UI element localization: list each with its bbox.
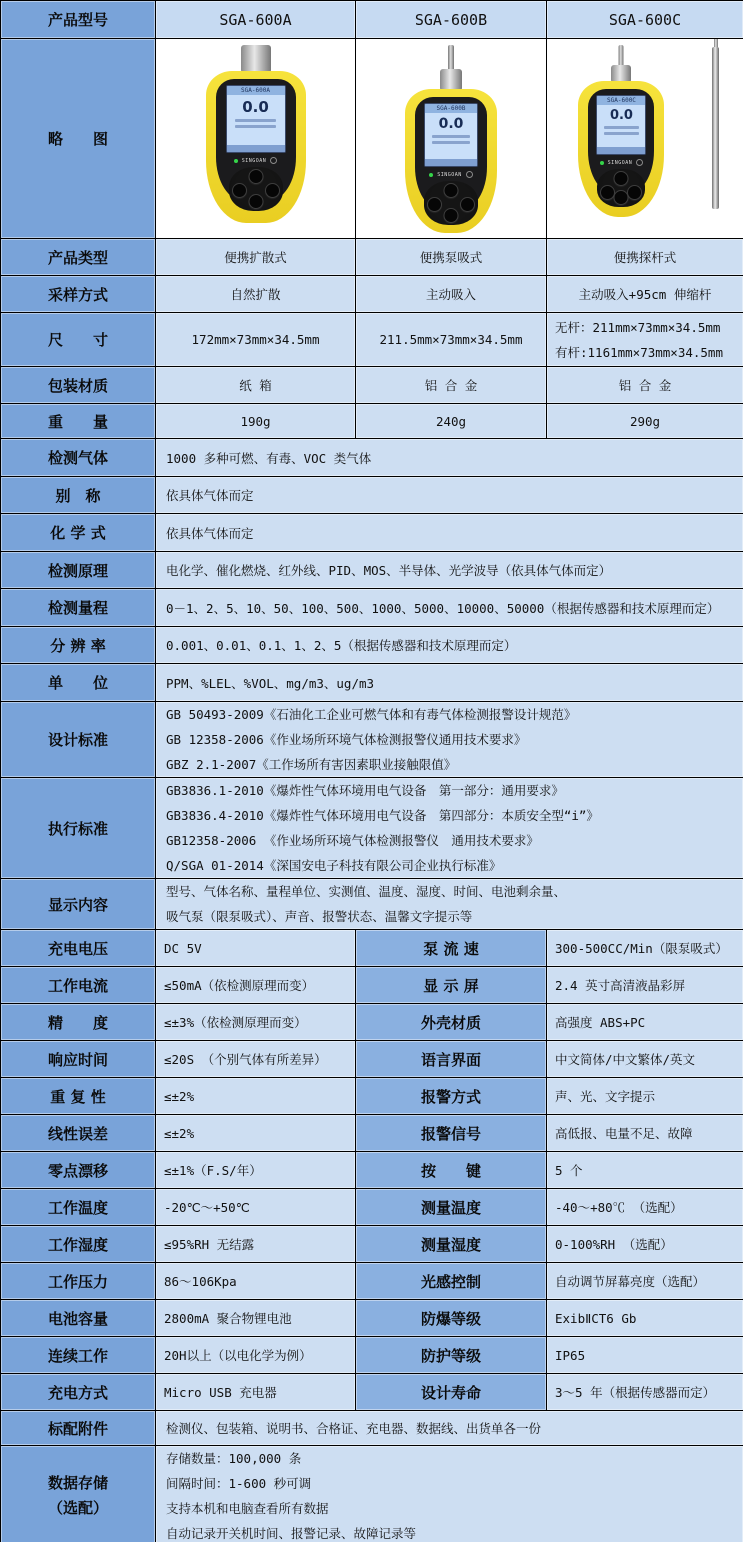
- spec-label: 精 度: [1, 1004, 156, 1041]
- device-body: [578, 81, 664, 217]
- spec-label: 标配附件: [1, 1411, 156, 1446]
- screen-reading: 0.0: [242, 98, 269, 116]
- spec-label: 尺 寸: [1, 313, 156, 367]
- spec-value: 铝 合 金: [356, 367, 547, 404]
- spec-value: DC 5V: [156, 930, 356, 967]
- spec-label: 显 示 屏: [356, 967, 547, 1004]
- spec-label: 化 学 式: [1, 514, 156, 552]
- spec-value: 高低报、电量不足、故障: [547, 1115, 743, 1152]
- spec-value: PPM、%LEL、%VOL、mg/m3、ug/m3: [156, 664, 743, 702]
- spec-value: ≤95%RH 无结露: [156, 1226, 356, 1263]
- table-row: [1, 514, 743, 552]
- spec-value: 主动吸入: [356, 276, 547, 313]
- spec-label: 设计寿命: [356, 1374, 547, 1411]
- table-row: [1, 967, 743, 1004]
- spec-value: 2.4 英寸高清液晶彩屏: [547, 967, 743, 1004]
- spec-label: 充电方式: [1, 1374, 156, 1411]
- spec-value: 便携扩散式: [156, 239, 356, 276]
- spec-value: Micro USB 充电器: [156, 1374, 356, 1411]
- spec-label: 采样方式: [1, 276, 156, 313]
- table-row: [1, 1152, 743, 1189]
- sketch-cell-c: [547, 39, 743, 239]
- header-label: 产品型号: [1, 1, 156, 39]
- spec-label: 显示内容: [1, 879, 156, 930]
- sensor-cap-icon: [241, 45, 271, 73]
- screen-model-text: SGA-600B: [425, 104, 477, 113]
- spec-value: 2800mA 聚合物锂电池: [156, 1300, 356, 1337]
- sketch-label: 略 图: [1, 39, 156, 239]
- button-cluster: [229, 167, 283, 211]
- spec-label: 单 位: [1, 664, 156, 702]
- spec-value: 依具体气体而定: [156, 477, 743, 514]
- spec-value: 铝 合 金: [547, 367, 743, 404]
- model-cell-a: SGA-600A: [156, 1, 356, 39]
- table-row: [1, 477, 743, 514]
- brand-text: SINGOAN: [241, 157, 267, 164]
- spec-value: 声、光、文字提示: [547, 1078, 743, 1115]
- power-led: [600, 161, 604, 165]
- spec-value: ≤±2%: [156, 1078, 356, 1115]
- table-row: [1, 1263, 743, 1300]
- spec-label: 数据存储 （选配）: [1, 1446, 156, 1542]
- power-icon: [270, 157, 277, 164]
- power-led: [429, 173, 433, 177]
- spec-label: 防爆等级: [356, 1300, 547, 1337]
- spec-value: 0-100%RH （选配）: [547, 1226, 743, 1263]
- spec-label: 线性误差: [1, 1115, 156, 1152]
- power-led: [234, 159, 238, 163]
- spec-label: 报警信号: [356, 1115, 547, 1152]
- table-row: [1, 276, 743, 313]
- spec-label: 语言界面: [356, 1041, 547, 1078]
- spec-label: 响应时间: [1, 1041, 156, 1078]
- device-screen: [596, 95, 646, 155]
- spec-value: 190g: [156, 404, 356, 439]
- spec-value: IP65: [547, 1337, 743, 1374]
- table-row: [1, 879, 743, 930]
- spec-label: 执行标准: [1, 778, 156, 879]
- spec-label: 泵 流 速: [356, 930, 547, 967]
- spec-label: 分 辨 率: [1, 627, 156, 664]
- device-c-photo: [578, 45, 664, 231]
- spec-value: 3～5 年（根据传感器而定）: [547, 1374, 743, 1411]
- pump-probe-icon: [448, 45, 454, 71]
- spec-label: 检测原理: [1, 552, 156, 589]
- table-row: [1, 367, 743, 404]
- spec-label: 外壳材质: [356, 1004, 547, 1041]
- spec-label: 充电电压: [1, 930, 156, 967]
- spec-value: 高强度 ABS+PC: [547, 1004, 743, 1041]
- pump-probe-icon: [619, 45, 624, 67]
- button-cluster: [424, 181, 478, 225]
- telescopic-rod-icon: [712, 47, 719, 209]
- sketch-cell-a: [156, 39, 356, 239]
- button-cluster: [597, 169, 645, 207]
- spec-label: 检测量程: [1, 589, 156, 627]
- device-body: [206, 71, 306, 223]
- spec-label: 报警方式: [356, 1078, 547, 1115]
- table-row: [1, 1115, 743, 1152]
- spec-label: 检测气体: [1, 439, 156, 477]
- sketch-cell-b: [356, 39, 547, 239]
- table-row: [1, 1337, 743, 1374]
- spec-value: 电化学、催化燃烧、红外线、PID、MOS、半导体、光学波导（依具体气体而定）: [156, 552, 743, 589]
- table-row: [1, 778, 743, 879]
- table-row: [1, 702, 743, 778]
- spec-label: 按 键: [356, 1152, 547, 1189]
- spec-value: 211.5mm×73mm×34.5mm: [356, 313, 547, 367]
- spec-value: 型号、气体名称、量程单位、实测值、温度、湿度、时间、电池剩余量、 吸气泵（限泵吸式）、声音、报警状态、温馨文字提示等: [156, 879, 743, 930]
- spec-value: GB 50493-2009《石油化工企业可燃气体和有毒气体检测报警设计规范》 GB 12358-2006《作业场所环境气体检测报警仪通用技术要求》 GBZ 2.1-2007《工作场所有害因素职业接触限值》: [156, 702, 743, 778]
- model-cell-b: SGA-600B: [356, 1, 547, 39]
- spec-value: ≤20S （个别气体有所差异）: [156, 1041, 356, 1078]
- spec-value: 存储数量：100,000 条 间隔时间：1-600 秒可调 支持本机和电脑查看所有数据 自动记录开关机时间、报警记录、故障记录等: [156, 1446, 743, 1542]
- power-icon: [466, 171, 473, 178]
- table-row: [1, 1078, 743, 1115]
- screen-statusbar: [597, 147, 645, 154]
- spec-label: 工作电流: [1, 967, 156, 1004]
- spec-value: ExibⅡCT6 Gb: [547, 1300, 743, 1337]
- table-row: [1, 1189, 743, 1226]
- screen-reading: 0.0: [609, 108, 633, 123]
- table-row: [1, 589, 743, 627]
- table-row: [1, 1300, 743, 1337]
- spec-value: 检测仪、包装箱、说明书、合格证、充电器、数据线、出货单各一份: [156, 1411, 743, 1446]
- spec-value: 依具体气体而定: [156, 514, 743, 552]
- spec-label: 工作湿度: [1, 1226, 156, 1263]
- spec-value: 自动调节屏幕亮度（选配）: [547, 1263, 743, 1300]
- spec-value: 86～106Kpa: [156, 1263, 356, 1300]
- device-a-photo: [206, 45, 306, 229]
- spec-value: 20H以上（以电化学为例）: [156, 1337, 356, 1374]
- brand-text: SINGOAN: [437, 171, 462, 178]
- screen-reading: 0.0: [438, 116, 464, 132]
- spec-label: 电池容量: [1, 1300, 156, 1337]
- spec-label: 连续工作: [1, 1337, 156, 1374]
- spec-value: 172mm×73mm×34.5mm: [156, 313, 356, 367]
- spec-value: 便携泵吸式: [356, 239, 547, 276]
- table-row: [1, 1004, 743, 1041]
- table-row: [1, 239, 743, 276]
- table-row: [1, 1374, 743, 1411]
- spec-label: 重 量: [1, 404, 156, 439]
- spec-value: ≤±2%: [156, 1115, 356, 1152]
- spec-label: 光感控制: [356, 1263, 547, 1300]
- table-row: [1, 1226, 743, 1263]
- table-row: [1, 627, 743, 664]
- screen-model-text: SGA-600C: [597, 96, 645, 105]
- sketch-row: [1, 39, 743, 239]
- spec-label: 重 复 性: [1, 1078, 156, 1115]
- spec-value: 主动吸入+95cm 伸缩杆: [547, 276, 743, 313]
- spec-label: 别 称: [1, 477, 156, 514]
- spec-value: 0.001、0.01、0.1、1、2、5（根据传感器和技术原理而定）: [156, 627, 743, 664]
- spec-value: -40～+80℃ （选配）: [547, 1189, 743, 1226]
- sensor-cap-icon: [440, 69, 462, 91]
- device-body: [405, 89, 497, 233]
- table-row: [1, 313, 743, 367]
- table-row: [1, 1446, 743, 1542]
- spec-label: 包装材质: [1, 367, 156, 404]
- power-icon: [636, 159, 643, 166]
- table-row: [1, 1411, 743, 1446]
- spec-value: 纸 箱: [156, 367, 356, 404]
- spec-value: 240g: [356, 404, 547, 439]
- table-row: [1, 930, 743, 967]
- table-row: [1, 552, 743, 589]
- screen-statusbar: [425, 159, 477, 166]
- spec-value: ≤±3%（依检测原理而变）: [156, 1004, 356, 1041]
- device-b-photo: [405, 45, 497, 235]
- spec-value: 中文简体/中文繁体/英文: [547, 1041, 743, 1078]
- screen-model-text: SGA-600A: [227, 86, 285, 95]
- screen-statusbar: [227, 145, 285, 152]
- table-row: [1, 664, 743, 702]
- spec-value: 自然扩散: [156, 276, 356, 313]
- table-row: [1, 1041, 743, 1078]
- spec-label: 零点漂移: [1, 1152, 156, 1189]
- spec-value: -20℃～+50℃: [156, 1189, 356, 1226]
- spec-value: 便携探杆式: [547, 239, 743, 276]
- header-row: [1, 1, 743, 39]
- spec-value: 无杆：211mm×73mm×34.5mm 有杆:1161mm×73mm×34.5mm: [547, 313, 743, 367]
- spec-value: 0－1、2、5、10、50、100、500、1000、5000、10000、50000（根据传感器和技术原理而定）: [156, 589, 743, 627]
- device-screen: [226, 85, 286, 153]
- spec-value: GB3836.1-2010《爆炸性气体环境用电气设备 第一部分：通用要求》 GB3836.4-2010《爆炸性气体环境用电气设备 第四部分：本质安全型“i”》 GB12358-2006 《作业场所环境气体检测报警仪 通用技术要求》 Q/SGA 01-2014《深国安电子科技有限公司企业执行标准》: [156, 778, 743, 879]
- model-cell-c: SGA-600C: [547, 1, 743, 39]
- spec-label: 工作压力: [1, 1263, 156, 1300]
- spec-label: 测量湿度: [356, 1226, 547, 1263]
- spec-value: ≤±1%（F.S/年）: [156, 1152, 356, 1189]
- device-screen: [424, 103, 478, 167]
- spec-value: 300-500CC/Min（限泵吸式）: [547, 930, 743, 967]
- spec-value: ≤50mA（依检测原理而变）: [156, 967, 356, 1004]
- spec-label: 测量温度: [356, 1189, 547, 1226]
- spec-label: 工作温度: [1, 1189, 156, 1226]
- spec-value: 290g: [547, 404, 743, 439]
- table-row: [1, 439, 743, 477]
- spec-label: 设计标准: [1, 702, 156, 778]
- spec-label: 防护等级: [356, 1337, 547, 1374]
- spec-label: 产品类型: [1, 239, 156, 276]
- spec-value: 5 个: [547, 1152, 743, 1189]
- spec-value: 1000 多种可燃、有毒、VOC 类气体: [156, 439, 743, 477]
- brand-text: SINGOAN: [607, 159, 633, 166]
- table-row: [1, 404, 743, 439]
